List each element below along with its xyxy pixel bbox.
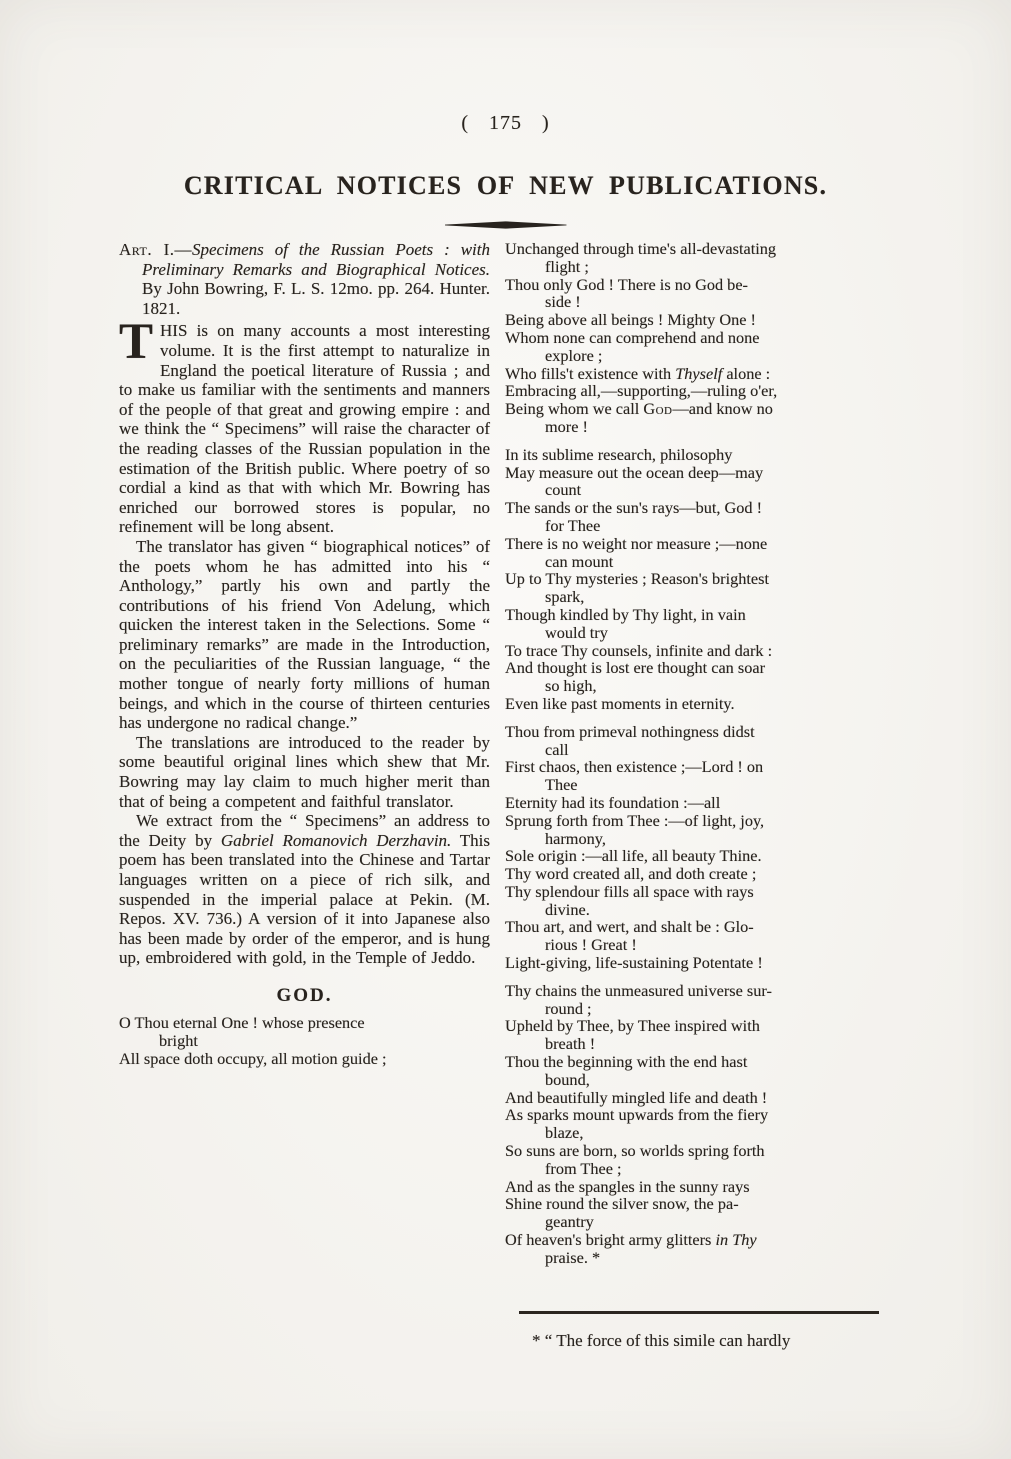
poem-line: bound, <box>545 1069 590 1089</box>
poem-line: Embracing all,—supporting,—ruling o'er, <box>505 381 778 401</box>
footnote <box>505 1311 898 1351</box>
poem-line: First chaos, then existence ;—Lord ! on <box>505 757 764 777</box>
poem-line: Sprung forth from Thee :—of light, joy, <box>505 810 765 830</box>
paragraph: THIS is on many accounts a most interesting volume. It is the first attempt to naturalize in England the poetical literature of Russia ; and to make us familiar with the sentiments and manners of the people of that great and growing empire : and we think the “ Specimens” will raise the character of the reading classes of the Russian population in the estimation of the British public. Where poetry of so cordial a kind as that with which Mr. Bowring has enriched our borrowed stores is popular, no refinement will be long absent. <box>119 314 490 537</box>
poem-line: geantry <box>545 1212 594 1232</box>
poem-line: count <box>545 480 582 500</box>
paragraph: The translator has given “ biographical notices” of the poets whom he has admitted into his “ Anthology,” partly his own and partly the contributions of his friend Von Adelung, which quicken the interest taken in the Selections. Some “ preliminary remarks” are made in the Introduction, on the peculiarities of the Russian language, “ the mother tongue of nearly forty millions of human beings, and which in the course of thirteen centuries has undergone no radical change.” <box>119 536 490 733</box>
poem-line: Thou from primeval nothingness didst <box>505 721 755 741</box>
poem-line: There is no weight nor measure ;—none <box>505 533 768 553</box>
poem-line: from Thee ; <box>545 1158 622 1178</box>
article-body <box>119 314 490 968</box>
poem-line: Whom none can comprehend and none <box>505 327 760 347</box>
poem-line: Who fills't existence with Thyself alone : <box>505 363 771 383</box>
poem-line: praise. * <box>545 1247 601 1267</box>
poem-line: blaze, <box>545 1123 584 1143</box>
poem-line: Thee <box>545 775 578 795</box>
poem-line: All space doth occupy, all motion guide ; <box>119 1048 387 1068</box>
poem-line: rious ! Great ! <box>545 935 637 955</box>
poem-line: O Thou eternal One ! whose presence <box>119 1012 365 1032</box>
poem-line: And thought is lost ere thought can soar <box>505 658 766 678</box>
poem-line: Thy splendour fills all space with rays <box>505 881 754 901</box>
poem-line: And as the spangles in the sunny rays <box>505 1176 750 1196</box>
poem-left-column <box>119 1014 490 1067</box>
poem-line: would try <box>545 622 608 642</box>
poem-line: Shine round the silver snow, the pa- <box>505 1194 739 1214</box>
poem-line: May measure out the ocean deep—may <box>505 462 764 482</box>
page-title: CRITICAL NOTICES OF NEW PUBLICATIONS. <box>183 171 828 200</box>
page-number: ( 175 ) <box>461 112 550 134</box>
poem-line: spark, <box>545 587 585 607</box>
poem-line: To trace Thy counsels, infinite and dark : <box>505 640 773 660</box>
poem-line: Thy word created all, and doth create ; <box>505 864 757 884</box>
poem-line: bright <box>159 1030 198 1050</box>
poem-line: round ; <box>545 998 592 1018</box>
poem-line: explore ; <box>545 345 603 365</box>
poem-line: Being whom we call God—and know no <box>505 399 773 419</box>
poem-line: more ! <box>545 416 588 436</box>
poem-line: Thy chains the unmeasured universe sur- <box>505 980 772 1000</box>
poem-right-column <box>505 240 898 1267</box>
footnote-text: * “ The force of this simile can hardly <box>532 1330 791 1350</box>
footnote-rule <box>519 1311 879 1314</box>
poem-line: In its sublime research, philosophy <box>505 444 733 464</box>
poem-line: call <box>545 739 569 759</box>
two-column-layout <box>119 240 898 1351</box>
poem-line: Of heaven's bright army glitters in Thy <box>505 1230 757 1250</box>
poem-line: harmony, <box>545 828 606 848</box>
poem-line: Eternity had its foundation :—all <box>505 792 721 812</box>
paragraph: We extract from the “ Specimens” an address to the Deity by Gabriel Romanovich Derzhavin. This poem has been translated into the Chinese and Tartar languages written on a piece of rich silk, and suspended in the imperial palace at Pekin. (M. Repos. XV. 736.) A version of it into Japanese also has been made by order of the emperor, and is hung up, embroidered with gold, in the Temple of Jeddo. <box>119 811 490 968</box>
poem-line: side ! <box>545 292 581 312</box>
poem-line: As sparks mount upwards from the fiery <box>505 1105 769 1125</box>
poem-line: divine. <box>545 899 590 919</box>
poem-line: Light-giving, life-sustaining Potentate ! <box>505 953 763 973</box>
poem-line: Up to Thy mysteries ; Reason's brightest <box>505 569 770 589</box>
article-heading: Art. I.—Specimens of the Russian Poets : with Preliminary Remarks and Biographical Notices. By John Bowring, F. L. S. 12mo. pp. 264. Hunter. 1821. <box>119 240 490 318</box>
left-column <box>119 240 490 1351</box>
poem-line: Upheld by Thee, by Thee inspired with <box>505 1016 760 1036</box>
poem-line: can mount <box>545 551 614 571</box>
poem-line: Unchanged through time's all-devastating <box>505 239 777 258</box>
poem-line: Though kindled by Thy light, in vain <box>505 604 746 624</box>
poem-line: So suns are born, so worlds spring forth <box>505 1141 765 1161</box>
poem-line: Thou art, and wert, and shalt be : Glo- <box>505 917 754 937</box>
poem-title: GOD. <box>276 984 333 1006</box>
poem-line: And beautifully mingled life and death ! <box>505 1087 768 1107</box>
right-column <box>505 240 898 1351</box>
poem-line: breath ! <box>545 1034 596 1054</box>
poem-line: Thou only God ! There is no God be- <box>505 274 748 294</box>
poem-line: so high, <box>545 676 597 696</box>
decorative-swelled-rule <box>445 221 567 229</box>
paragraph: The translations are introduced to the reader by some beautiful original lines which shew that Mr. Bowring may lay claim to much higher merit than that of being a competent and faithful translator. <box>119 732 490 811</box>
poem-line: Sole origin :—all life, all beauty Thine. <box>505 846 762 866</box>
poem-line: Even like past moments in eternity. <box>505 693 735 713</box>
poem-line: flight ; <box>545 256 589 276</box>
poem-line: for Thee <box>545 515 601 535</box>
poem-line: Being above all beings ! Mighty One ! <box>505 310 756 330</box>
poem-line: Thou the beginning with the end hast <box>505 1052 748 1072</box>
poem-line: The sands or the sun's rays—but, God ! <box>505 498 763 518</box>
